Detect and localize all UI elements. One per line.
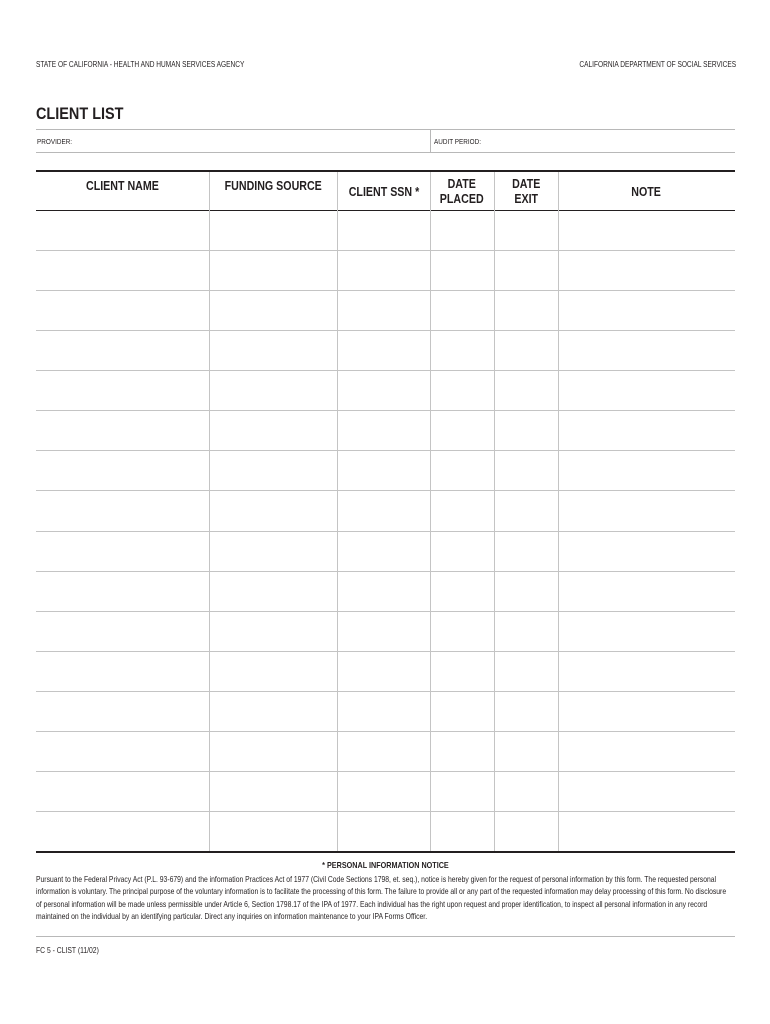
table-row-line bbox=[36, 250, 735, 251]
client-list-table bbox=[36, 170, 735, 853]
table-row-line bbox=[36, 290, 735, 291]
column-header-client-ssn: CLIENT SSN * bbox=[348, 183, 419, 199]
privacy-notice-title: * PERSONAL INFORMATION NOTICE bbox=[321, 860, 449, 870]
table-row-line bbox=[36, 330, 735, 331]
privacy-notice-text: Pursuant to the Federal Privacy Act (P.L. 93-679) and the information Practices Act of 1977 (Civil Code Sections 1798, et. seq.), notice is hereby given for the request of personal information by this form. The requested personal information is voluntary. The principal purpose of the voluntary information is to facilitate the processing of this form. The failure to provide all or any part of the requested information may delay processing of this form. No disclosure of personal information will be made unless permissible under Article 6, Section 1798.17 of the IPA of 1977. Each individual has the right upon request and proper identification, to inspect all personal information in any record maintained on the individual by an identifying particular. Direct any inquiries on information maintenance to your IPA Forms Officer. bbox=[36, 875, 727, 921]
column-divider bbox=[337, 172, 338, 851]
table-row-line bbox=[36, 490, 735, 491]
department-header: CALIFORNIA DEPARTMENT OF SOCIAL SERVICES bbox=[579, 60, 736, 69]
divider bbox=[36, 936, 735, 937]
divider bbox=[430, 129, 431, 152]
table-row-line bbox=[36, 571, 735, 572]
table-row-line bbox=[36, 410, 735, 411]
column-divider bbox=[494, 172, 495, 851]
audit-period-label: AUDIT PERIOD: bbox=[434, 137, 482, 146]
column-header-note: NOTE bbox=[631, 183, 662, 199]
table-row-line bbox=[36, 691, 735, 692]
form-identifier: FC 5 - CLIST (11/02) bbox=[36, 946, 99, 955]
column-divider bbox=[558, 172, 559, 851]
provider-label: PROVIDER: bbox=[37, 137, 73, 146]
agency-header: STATE OF CALIFORNIA - HEALTH AND HUMAN SERVICES AGENCY bbox=[36, 60, 245, 69]
table-bottom-border bbox=[36, 851, 735, 853]
column-header-date-exit: DATE EXIT bbox=[511, 176, 541, 206]
table-row-line bbox=[36, 370, 735, 371]
table-row-line bbox=[36, 450, 735, 451]
table-row-line bbox=[36, 611, 735, 612]
table-row-line bbox=[36, 731, 735, 732]
table-row-line bbox=[36, 531, 735, 532]
column-divider bbox=[430, 172, 431, 851]
table-row-line bbox=[36, 811, 735, 812]
table-row-line bbox=[36, 651, 735, 652]
table-header-border bbox=[36, 210, 735, 211]
table-row-line bbox=[36, 771, 735, 772]
column-header-client-name: CLIENT NAME bbox=[86, 178, 159, 193]
divider bbox=[36, 129, 735, 130]
divider bbox=[36, 152, 735, 153]
column-header-funding-source: FUNDING SOURCE bbox=[224, 178, 322, 193]
column-header-date-placed: DATE PLACED bbox=[440, 176, 484, 206]
form-title: CLIENT LIST bbox=[36, 104, 124, 123]
column-divider bbox=[209, 172, 210, 851]
